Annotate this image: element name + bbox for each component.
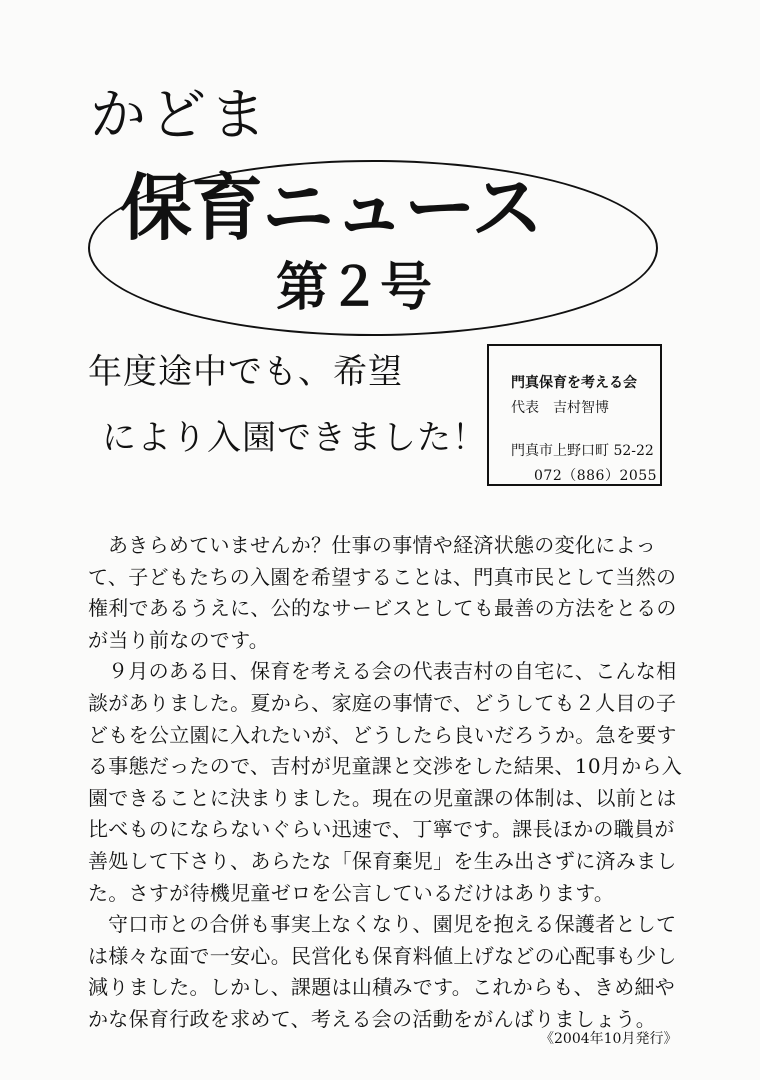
- organization-name: 門真保育を考える会: [511, 375, 637, 391]
- organization-address: 門真市上野口町 52-22: [511, 443, 654, 459]
- headline-line-1: 年度途中でも、希望: [88, 352, 403, 392]
- issue-date: 《2004年10月発行》: [540, 1031, 678, 1047]
- article-paragraph: あきらめていませんか？仕事の事情や経済状態の変化によって、子どもたちの入園を希望することは、門真市民として当然の権利であるうえに、公的なサービスとしても最善の方法をとるのが当り前なのです。: [88, 533, 677, 652]
- masthead-kicker: かどま: [90, 83, 270, 148]
- representative-name: 代表 吉村智博: [511, 400, 609, 416]
- article-paragraph: 守口市との合併も事実上なくなり、園児を抱える保護者としては様々な面で一安心。民営化も保育料値上げなどの心配事も少し減りました。しかし、課題は山積みです。これからも、きめ細やかな保育行政を求めて、考える会の活動をがんばりましょう。: [88, 912, 677, 1031]
- article-paragraph: ９月のある日、保育を考える会の代表吉村の自宅に、こんな相談がありました。夏から、家庭の事情で、どうしても２人目の子どもを公立園に入れたいが、どうしたら良いだろうか。急を要する事態だったので、吉村が児童課と交渉をした結果、10月から入園できることに決まりました。現在の児童課の体制は、以前とは比べものにならないぐらい迅速で、丁寧です。課長ほかの職員が善処して下さり、あらたな「保育棄児」を生み出さずに済みました。さすが待機児童ゼロを公言しているだけはあります。: [88, 659, 683, 905]
- masthead-title: 保育ニュース: [120, 166, 543, 250]
- organization-phone: 072（886）2055: [534, 468, 658, 484]
- headline-line-2: により入園できました！: [102, 418, 487, 458]
- publisher-info-box: [487, 344, 662, 486]
- article-body: [88, 530, 688, 1036]
- issue-number: 第２号: [276, 257, 433, 318]
